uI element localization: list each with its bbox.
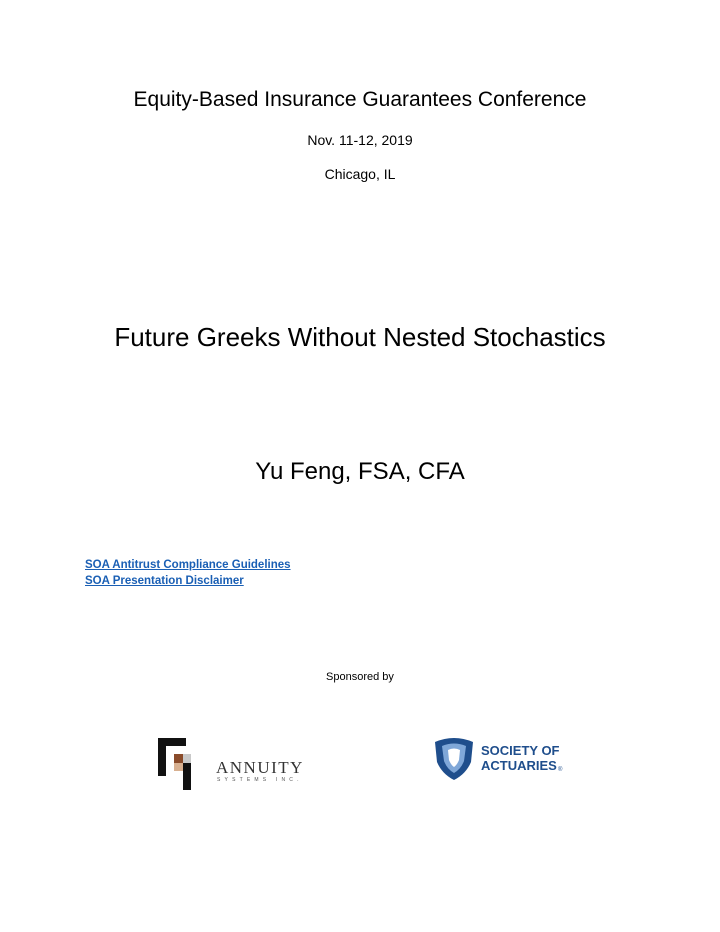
session-title: Future Greeks Without Nested Stochastics bbox=[114, 322, 606, 352]
links-list bbox=[85, 557, 291, 589]
conference-title: Equity-Based Insurance Guarantees Conference bbox=[133, 88, 587, 111]
soa-wordmark-line2: ACTUARIES bbox=[481, 758, 557, 773]
annuity-tagline: SYSTEMS INC. bbox=[217, 777, 303, 783]
annuity-systems-logo bbox=[156, 736, 316, 792]
annuity-bracket-bottom bbox=[183, 763, 191, 790]
soa-logo bbox=[432, 736, 572, 782]
antitrust-guidelines-link[interactable]: SOA Antitrust Compliance Guidelines bbox=[85, 559, 291, 571]
conference-dates: Nov. 11-12, 2019 bbox=[307, 132, 413, 148]
soa-registered-mark: ® bbox=[558, 767, 563, 773]
annuity-wordmark: ANNUITY bbox=[216, 758, 304, 777]
presentation-disclaimer-link[interactable]: SOA Presentation Disclaimer bbox=[85, 575, 244, 587]
sponsored-by-label: Sponsored by bbox=[326, 671, 394, 683]
soa-wordmark-line1: SOCIETY OF bbox=[481, 743, 560, 758]
presenter-name: Yu Feng, FSA, CFA bbox=[255, 458, 465, 485]
annuity-square-gray bbox=[183, 754, 191, 763]
conference-location: Chicago, IL bbox=[324, 166, 396, 182]
annuity-square-brown bbox=[174, 754, 183, 763]
annuity-square-tan bbox=[174, 763, 183, 771]
